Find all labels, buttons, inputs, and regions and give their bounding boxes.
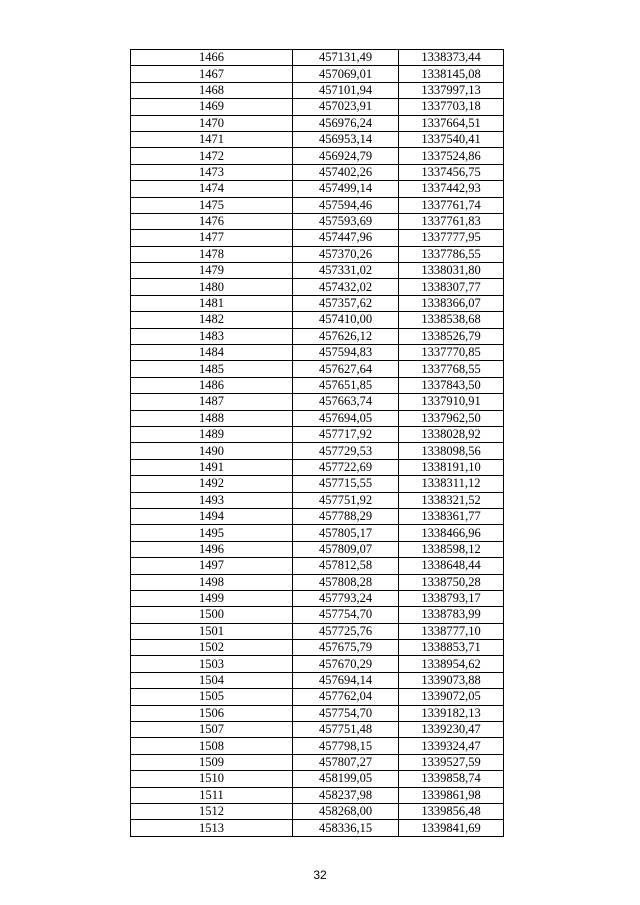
- table-row: [131, 820, 504, 836]
- table-row: [131, 131, 504, 147]
- point-number-cell: 1482: [131, 312, 293, 328]
- point-number-cell: 1512: [131, 803, 293, 819]
- x-coordinate-cell: 457715,55: [293, 476, 399, 492]
- y-coordinate-cell: 1338028,92: [399, 426, 504, 442]
- x-coordinate-cell: 457651,85: [293, 377, 399, 393]
- point-number-cell: 1477: [131, 230, 293, 246]
- y-coordinate-cell: 1337524,86: [399, 148, 504, 164]
- point-number-cell: 1466: [131, 50, 293, 66]
- y-coordinate-cell: 1337777,95: [399, 230, 504, 246]
- y-coordinate-cell: 1337761,83: [399, 213, 504, 229]
- y-coordinate-cell: 1338526,79: [399, 328, 504, 344]
- table-row: [131, 164, 504, 180]
- table-row: [131, 361, 504, 377]
- point-number-cell: 1501: [131, 623, 293, 639]
- x-coordinate-cell: 457694,14: [293, 672, 399, 688]
- y-coordinate-cell: 1339073,88: [399, 672, 504, 688]
- x-coordinate-cell: 457717,92: [293, 426, 399, 442]
- table-row: [131, 525, 504, 541]
- y-coordinate-cell: 1338361,77: [399, 508, 504, 524]
- point-number-cell: 1489: [131, 426, 293, 442]
- table-row: [131, 803, 504, 819]
- table-row: [131, 558, 504, 574]
- x-coordinate-cell: 457805,17: [293, 525, 399, 541]
- y-coordinate-cell: 1337703,18: [399, 99, 504, 115]
- table-row: [131, 246, 504, 262]
- point-number-cell: 1479: [131, 263, 293, 279]
- y-coordinate-cell: 1339182,13: [399, 705, 504, 721]
- table-row: [131, 181, 504, 197]
- table-row: [131, 50, 504, 66]
- point-number-cell: 1497: [131, 558, 293, 574]
- x-coordinate-cell: 457594,46: [293, 197, 399, 213]
- table-row: [131, 115, 504, 131]
- x-coordinate-cell: 457627,64: [293, 361, 399, 377]
- x-coordinate-cell: 458268,00: [293, 803, 399, 819]
- point-number-cell: 1485: [131, 361, 293, 377]
- table-row: [131, 426, 504, 442]
- y-coordinate-cell: 1338538,68: [399, 312, 504, 328]
- table-row: [131, 263, 504, 279]
- y-coordinate-cell: 1337540,41: [399, 131, 504, 147]
- y-coordinate-cell: 1339841,69: [399, 820, 504, 836]
- point-number-cell: 1481: [131, 295, 293, 311]
- x-coordinate-cell: 456976,24: [293, 115, 399, 131]
- point-number-cell: 1480: [131, 279, 293, 295]
- y-coordinate-cell: 1338145,08: [399, 66, 504, 82]
- x-coordinate-cell: 458336,15: [293, 820, 399, 836]
- y-coordinate-cell: 1338750,28: [399, 574, 504, 590]
- y-coordinate-cell: 1337962,50: [399, 410, 504, 426]
- x-coordinate-cell: 457694,05: [293, 410, 399, 426]
- point-number-cell: 1486: [131, 377, 293, 393]
- point-number-cell: 1476: [131, 213, 293, 229]
- table-row: [131, 295, 504, 311]
- table-row: [131, 312, 504, 328]
- x-coordinate-cell: 457626,12: [293, 328, 399, 344]
- x-coordinate-cell: 457410,00: [293, 312, 399, 328]
- table-row: [131, 787, 504, 803]
- y-coordinate-cell: 1338648,44: [399, 558, 504, 574]
- y-coordinate-cell: 1338098,56: [399, 443, 504, 459]
- y-coordinate-cell: 1338031,80: [399, 263, 504, 279]
- table-row: [131, 82, 504, 98]
- y-coordinate-cell: 1339072,05: [399, 689, 504, 705]
- x-coordinate-cell: 458237,98: [293, 787, 399, 803]
- table-row: [131, 722, 504, 738]
- x-coordinate-cell: 457331,02: [293, 263, 399, 279]
- table-row: [131, 377, 504, 393]
- table-row: [131, 607, 504, 623]
- table-row: [131, 574, 504, 590]
- y-coordinate-cell: 1337910,91: [399, 394, 504, 410]
- point-number-cell: 1504: [131, 672, 293, 688]
- y-coordinate-cell: 1339230,47: [399, 722, 504, 738]
- point-number-cell: 1499: [131, 590, 293, 606]
- x-coordinate-cell: 457357,62: [293, 295, 399, 311]
- x-coordinate-cell: 457809,07: [293, 541, 399, 557]
- y-coordinate-cell: 1339858,74: [399, 771, 504, 787]
- x-coordinate-cell: 457594,83: [293, 345, 399, 361]
- y-coordinate-cell: 1338466,96: [399, 525, 504, 541]
- table-row: [131, 410, 504, 426]
- y-coordinate-cell: 1338307,77: [399, 279, 504, 295]
- x-coordinate-cell: 457793,24: [293, 590, 399, 606]
- table-row: [131, 738, 504, 754]
- table-row: [131, 771, 504, 787]
- point-number-cell: 1511: [131, 787, 293, 803]
- y-coordinate-cell: 1338366,07: [399, 295, 504, 311]
- point-number-cell: 1506: [131, 705, 293, 721]
- point-number-cell: 1510: [131, 771, 293, 787]
- point-number-cell: 1467: [131, 66, 293, 82]
- x-coordinate-cell: 458199,05: [293, 771, 399, 787]
- x-coordinate-cell: 457807,27: [293, 754, 399, 770]
- point-number-cell: 1508: [131, 738, 293, 754]
- y-coordinate-cell: 1339856,48: [399, 803, 504, 819]
- point-number-cell: 1490: [131, 443, 293, 459]
- x-coordinate-cell: 457447,96: [293, 230, 399, 246]
- y-coordinate-cell: 1339861,98: [399, 787, 504, 803]
- x-coordinate-cell: 457754,70: [293, 705, 399, 721]
- y-coordinate-cell: 1339324,47: [399, 738, 504, 754]
- x-coordinate-cell: 457131,49: [293, 50, 399, 66]
- x-coordinate-cell: 457499,14: [293, 181, 399, 197]
- x-coordinate-cell: 457402,26: [293, 164, 399, 180]
- point-number-cell: 1483: [131, 328, 293, 344]
- y-coordinate-cell: 1338321,52: [399, 492, 504, 508]
- table-row: [131, 197, 504, 213]
- y-coordinate-cell: 1337786,55: [399, 246, 504, 262]
- y-coordinate-cell: 1338853,71: [399, 640, 504, 656]
- table-row: [131, 148, 504, 164]
- point-number-cell: 1496: [131, 541, 293, 557]
- x-coordinate-cell: 457798,15: [293, 738, 399, 754]
- table-row: [131, 492, 504, 508]
- y-coordinate-cell: 1337768,55: [399, 361, 504, 377]
- point-number-cell: 1498: [131, 574, 293, 590]
- point-number-cell: 1494: [131, 508, 293, 524]
- x-coordinate-cell: 457663,74: [293, 394, 399, 410]
- point-number-cell: 1509: [131, 754, 293, 770]
- coordinates-table: [130, 49, 504, 837]
- x-coordinate-cell: 457729,53: [293, 443, 399, 459]
- x-coordinate-cell: 457432,02: [293, 279, 399, 295]
- point-number-cell: 1468: [131, 82, 293, 98]
- table-row: [131, 328, 504, 344]
- table-row: [131, 476, 504, 492]
- x-coordinate-cell: 457808,28: [293, 574, 399, 590]
- table-row: [131, 672, 504, 688]
- x-coordinate-cell: 457788,29: [293, 508, 399, 524]
- table-row: [131, 99, 504, 115]
- x-coordinate-cell: 457754,70: [293, 607, 399, 623]
- y-coordinate-cell: 1337761,74: [399, 197, 504, 213]
- table-row: [131, 541, 504, 557]
- point-number-cell: 1500: [131, 607, 293, 623]
- page-number: 32: [313, 868, 327, 882]
- point-number-cell: 1484: [131, 345, 293, 361]
- point-number-cell: 1469: [131, 99, 293, 115]
- table-row: [131, 66, 504, 82]
- point-number-cell: 1488: [131, 410, 293, 426]
- table-row: [131, 508, 504, 524]
- point-number-cell: 1492: [131, 476, 293, 492]
- point-number-cell: 1507: [131, 722, 293, 738]
- y-coordinate-cell: 1337456,75: [399, 164, 504, 180]
- x-coordinate-cell: 457751,92: [293, 492, 399, 508]
- x-coordinate-cell: 457762,04: [293, 689, 399, 705]
- table-row: [131, 279, 504, 295]
- table-row: [131, 640, 504, 656]
- x-coordinate-cell: 456953,14: [293, 131, 399, 147]
- point-number-cell: 1471: [131, 131, 293, 147]
- y-coordinate-cell: 1338793,17: [399, 590, 504, 606]
- y-coordinate-cell: 1338311,12: [399, 476, 504, 492]
- table-row: [131, 689, 504, 705]
- y-coordinate-cell: 1338783,99: [399, 607, 504, 623]
- y-coordinate-cell: 1337843,50: [399, 377, 504, 393]
- y-coordinate-cell: 1337997,13: [399, 82, 504, 98]
- point-number-cell: 1478: [131, 246, 293, 262]
- table-row: [131, 590, 504, 606]
- table-row: [131, 230, 504, 246]
- point-number-cell: 1505: [131, 689, 293, 705]
- y-coordinate-cell: 1338191,10: [399, 459, 504, 475]
- point-number-cell: 1474: [131, 181, 293, 197]
- x-coordinate-cell: 457370,26: [293, 246, 399, 262]
- table-row: [131, 459, 504, 475]
- y-coordinate-cell: 1338777,10: [399, 623, 504, 639]
- x-coordinate-cell: 457675,79: [293, 640, 399, 656]
- point-number-cell: 1470: [131, 115, 293, 131]
- table-row: [131, 345, 504, 361]
- point-number-cell: 1491: [131, 459, 293, 475]
- point-number-cell: 1487: [131, 394, 293, 410]
- y-coordinate-cell: 1337770,85: [399, 345, 504, 361]
- x-coordinate-cell: 457751,48: [293, 722, 399, 738]
- x-coordinate-cell: 457069,01: [293, 66, 399, 82]
- point-number-cell: 1503: [131, 656, 293, 672]
- table-row: [131, 213, 504, 229]
- table-row: [131, 754, 504, 770]
- y-coordinate-cell: 1339527,59: [399, 754, 504, 770]
- y-coordinate-cell: 1337442,93: [399, 181, 504, 197]
- coordinates-table-body: [131, 50, 504, 837]
- point-number-cell: 1513: [131, 820, 293, 836]
- x-coordinate-cell: 457725,76: [293, 623, 399, 639]
- point-number-cell: 1502: [131, 640, 293, 656]
- point-number-cell: 1475: [131, 197, 293, 213]
- x-coordinate-cell: 457722,69: [293, 459, 399, 475]
- x-coordinate-cell: 457593,69: [293, 213, 399, 229]
- table-row: [131, 656, 504, 672]
- table-row: [131, 623, 504, 639]
- point-number-cell: 1493: [131, 492, 293, 508]
- point-number-cell: 1473: [131, 164, 293, 180]
- point-number-cell: 1472: [131, 148, 293, 164]
- point-number-cell: 1495: [131, 525, 293, 541]
- x-coordinate-cell: 456924,79: [293, 148, 399, 164]
- x-coordinate-cell: 457812,58: [293, 558, 399, 574]
- y-coordinate-cell: 1338598,12: [399, 541, 504, 557]
- table-row: [131, 394, 504, 410]
- y-coordinate-cell: 1337664,51: [399, 115, 504, 131]
- x-coordinate-cell: 457670,29: [293, 656, 399, 672]
- table-row: [131, 443, 504, 459]
- x-coordinate-cell: 457023,91: [293, 99, 399, 115]
- y-coordinate-cell: 1338373,44: [399, 50, 504, 66]
- x-coordinate-cell: 457101,94: [293, 82, 399, 98]
- table-row: [131, 705, 504, 721]
- y-coordinate-cell: 1338954,62: [399, 656, 504, 672]
